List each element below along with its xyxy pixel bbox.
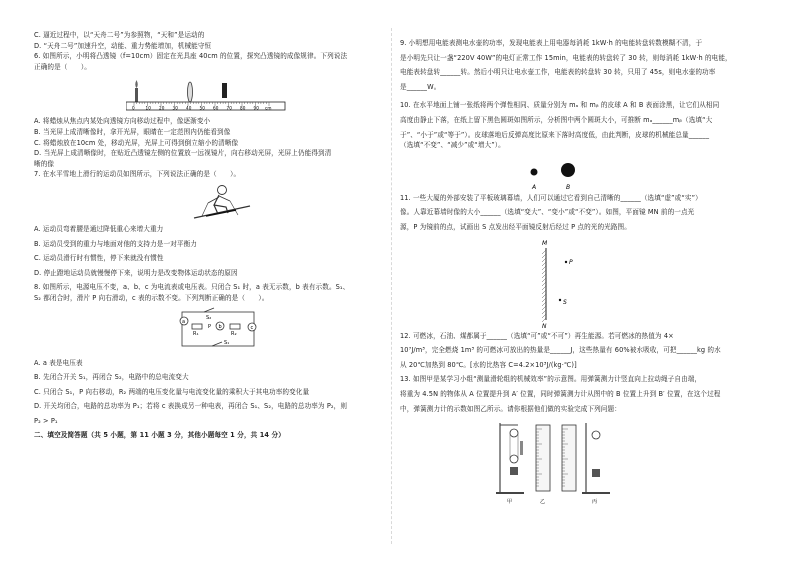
circuit-label-c: c: [250, 324, 254, 331]
q10-line4: （选填“不变”、“减少”或“增大”）。: [400, 141, 505, 150]
q7-option-c: C. 运动员滑行时有惯性，停下来就没有惯性: [34, 254, 164, 263]
optical-bench-figure: [34, 75, 386, 113]
q6-stem-line2: 正确的是（ ）。: [34, 62, 91, 71]
ruler-tick-label: 20: [159, 105, 165, 111]
resistor-r2-icon: [230, 324, 240, 329]
q6-option-a: A. 将蜡烛从焦点内某处向透镜方向移动过程中，像逐渐变小: [34, 117, 211, 126]
flame-icon: [135, 80, 138, 88]
candle-icon: [135, 88, 138, 102]
ruler-tick-label: 30: [172, 105, 179, 111]
q13-line2: 将重为 4.5N 的物体从 A 位置提升到 A′ 位置，同时弹簧测力计从图中的 B 位置上升到 B′ 位置，在这个过程: [400, 389, 721, 398]
ball-label-b: B: [566, 183, 571, 191]
q6-option-d: D. 当光屏上成清晰像时，在贴近凸透镜左侧的位置放一远视镜片，向右移动光屏，光屏上仍能得到清: [34, 149, 332, 158]
q8-option-d-cont: P₂ > P₁: [34, 416, 58, 425]
q7-stem: 7. 在水平雪地上滑行的运动员如图所示，下列说法正确的是（ ）。: [34, 170, 241, 179]
ruler-tick-label: 40: [186, 105, 192, 111]
q6-stem-line1: 6. 如图所示，小明将凸透镜（f=10cm）固定在光具座 40cm 的位置，探究凸透镜的成像规律。下列说法: [34, 52, 348, 61]
ball-a-spot: [531, 168, 538, 175]
ruler-tick-label: 70: [226, 105, 233, 111]
q9-line2: 是小明先只让一盏“220V 40W”的电灯正常工作 15min，电能表的转盘转了 30 转，则每消耗 1kW·h 的电能，: [400, 53, 732, 62]
q7-option-a: A. 运动员弯着腰是通过降低重心来增大重力: [34, 224, 164, 233]
skier-icon: [192, 183, 252, 221]
right-column: [400, 30, 762, 504]
circuit-figure: [34, 307, 386, 351]
section-title: 二、填空及简答题（共 5 小题，第 11 小题 3 分，其他小题每空 1 分，共 14 分）: [34, 431, 285, 440]
point-s: [559, 298, 561, 300]
ruler-tick-label: 10: [145, 105, 152, 111]
pulley-figure: [400, 417, 762, 506]
circuit-label-b: b: [218, 323, 222, 330]
q9-line4: 是______W。: [400, 82, 441, 91]
q8-stem-line1: 8. 如图所示，电源电压不变，a、b、c 为电流表或电压表。只闭合 S₁ 时，a 表无示数，b 表有示数。S₁、: [34, 283, 350, 292]
q9-line1: 9. 小明想用电能表测电水壶的功率，发现电能表上用电器每消耗 1kW·h 的电能转盘转数模糊不清，于: [400, 39, 703, 47]
resistor-r1-icon: [192, 324, 202, 329]
q10-line2: 高度由静止下落，在纸上留下黑色圆斑如图所示，分析图中两个圆斑大小，可推断 mₐ______mᵦ（选填“大: [400, 115, 713, 124]
q6-option-b: B. 当光屏上成清晰像时，拿开光屏，眼睛在一定范围内仍能看到像: [34, 127, 231, 136]
circuit-label-p: P: [208, 323, 212, 330]
ball-b-spot: [561, 163, 575, 177]
mirror-label-m: M: [542, 239, 548, 247]
weight-block-icon: [510, 467, 518, 475]
q8-option-b: B. 先闭合开关 S₁，再闭合 S₂，电路中的总电流变大: [34, 373, 189, 382]
q12-line1: 12. 可燃冰，石油、煤都属于______（选填“可”或“不可”）再生能源。若可燃冰的热值为 4×: [400, 331, 674, 340]
mirror-label-p: P: [569, 258, 573, 266]
q8-option-c: C. 只闭合 S₁，P 向右移动，R₂ 两端的电压变化量与电流变化量的乘积大于其电功率的变化量: [34, 387, 310, 396]
ruler-tick-label: 0: [132, 105, 135, 111]
ball-label-a: A: [532, 183, 537, 191]
q5-option-c: C. 逼近过程中，以“天舟二号”为参照物，“天和”是运动的: [34, 31, 205, 39]
q7-option-d: D. 停止蹬地运动员就慢慢停下来，说明力是改变物体运动状态的原因: [34, 268, 238, 277]
optical-bench-svg: [126, 75, 286, 113]
caption-jia: 甲: [507, 499, 513, 506]
mirror-label-n: N: [542, 322, 547, 330]
ruler-tick-label: 60: [213, 105, 219, 111]
circuit-label-s1: S₁: [224, 339, 230, 346]
switch-s2-icon: [204, 308, 214, 312]
ruler-tick-label: 90: [253, 105, 260, 111]
q6-option-d-cont: 晰的像: [34, 159, 55, 168]
pulley-fixed-icon: [510, 429, 518, 437]
mirror-figure: [400, 236, 762, 328]
q13-line1: 13. 如图甲是某学习小组“测量滑轮组的机械效率”的示意图。用弹簧测力计竖直向上拉动绳子自由端，: [400, 375, 702, 384]
circuit-label-s2: S₂: [206, 314, 212, 321]
point-p: [565, 260, 567, 262]
ruler-tick-label: 50: [199, 105, 206, 111]
caption-yi: 乙: [540, 499, 546, 506]
circuit-label-a: a: [182, 318, 186, 325]
q10-line3: 于”、“小于”或“等于”）。皮球落地后反弹高度比原来下落时高度低，由此判断，皮球的机械能总量______: [400, 130, 710, 139]
lens-icon: [188, 82, 193, 102]
screen-icon: [222, 83, 227, 98]
circuit-diagram: [174, 307, 260, 351]
q10-line1: 10. 在水平地面上铺一张纸将两个弹性相同、质量分别为 mₐ 和 mᵦ 的皮球 A 和 B 表面涂黑，让它们从相同: [400, 101, 720, 110]
q9-line3: 电能表转盘转______转。然后小明只让电水壶工作，电能表的转盘转 30 转，只用了 45s，则电水壶的功率: [400, 68, 716, 77]
balls-figure: [400, 154, 762, 190]
left-column: [34, 30, 386, 441]
q6-option-c: C. 将蜡烛放在10cm 处，移动光屏，光屏上可得到倒立缩小的清晰像: [34, 138, 239, 147]
q13-line3: 中，弹簧测力计的示数如图乙所示。请你根据他们做的实验完成下列问题：: [400, 404, 621, 413]
switch-s1-icon: [212, 342, 222, 346]
pulley-moving-icon: [510, 455, 518, 463]
pulley-svg: [494, 421, 614, 505]
circuit-label-r2: R₂: [231, 330, 237, 337]
q8-option-a: A. a 表是电压表: [34, 358, 83, 367]
ruler-tick-label: 80: [240, 105, 246, 111]
skier-figure: [34, 183, 386, 221]
ruler-tick-label: cm: [265, 105, 272, 111]
q11-line1: 11. 一些大厦的外部安装了平板玻璃幕墙，人们可以通过它看到自己清晰的______（选填“虚”或“实”）: [400, 193, 702, 202]
q8-stem-line2: S₂ 都闭合时，滑片 P 向右滑动，c 表的示数不变。下列判断正确的是（ ）。: [34, 293, 269, 302]
column-divider: [391, 28, 392, 544]
q7-option-b: B. 运动员受到的重力与地面对他的支持力是一对平衡力: [34, 239, 197, 248]
spring-scale-icon: [520, 441, 523, 455]
mirror-label-s: S: [563, 298, 567, 306]
circuit-label-r1: R₁: [193, 330, 199, 337]
balls-svg: [520, 158, 600, 194]
q5-option-d: D. “天舟二号”加速升空，动能、重力势能增加，机械能守恒: [34, 41, 212, 50]
q12-line2: 10⁷J/m³，完全燃烧 1m³ 的可燃冰可放出的热量是______J，这些热量有 60%被水吸收，可把______kg 的水: [400, 346, 721, 355]
caption-bing: 丙: [592, 499, 598, 506]
mirror-svg: [536, 238, 606, 330]
q8-option-d: D. 开关均闭合，电路的总功率为 P₁；若将 c 表换成另一种电表，再闭合 S₁、S₂，电路的总功率为 P₂，则: [34, 402, 348, 411]
q11-line2: 像。人靠近幕墙时像的大小______（选填“变大”、“变小”或“不变”）。如图，平面镜 MN 前的一点光: [400, 208, 695, 217]
q12-line3: 从 20℃加热到 80℃。[水的比热容 C=4.2×10³J/(kg·℃)]: [400, 360, 577, 369]
q11-line3: 源，P 为镜前的点，试画出 S 点发出经平面镜反射后经过 P 点的光的光路图。: [400, 222, 631, 231]
